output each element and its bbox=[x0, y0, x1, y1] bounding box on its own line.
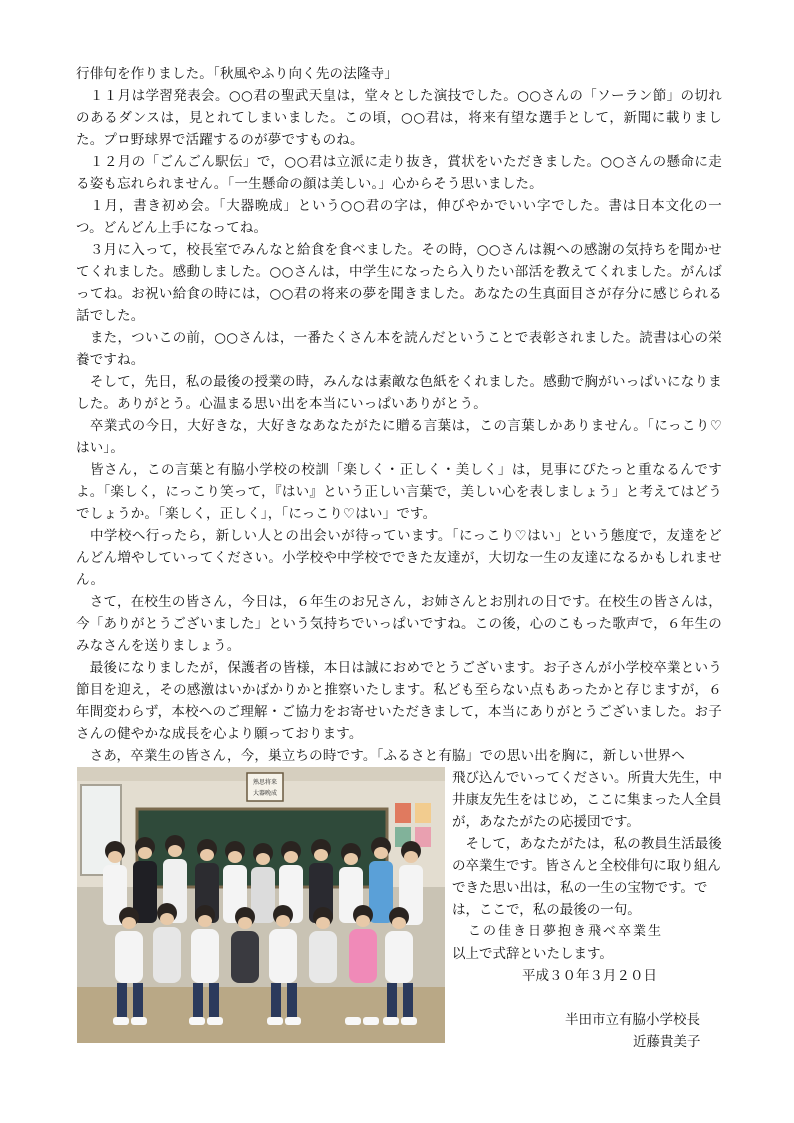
paragraph-december: １２月の「ごんごん駅伝」で，○○君は立派に走り抜き，賞状をいただきました。○○さんの懸命に走る姿も忘れられません。「一生懸命の顔は美しい。」心からそう思いました。 bbox=[76, 154, 722, 192]
board-sign-line1: 熟思将来 bbox=[252, 779, 278, 786]
closing-line: 以上で式辞といたします。 bbox=[452, 946, 613, 962]
school-name: 半田市立有脇小学校長 bbox=[565, 1012, 700, 1028]
board-sign-line2: 大器晩成 bbox=[252, 790, 278, 797]
paragraph-march: ３月に入って，校長室でみんなと給食を食べました。その時，○○さんは親への感謝の気持ちを聞かせてくれました。感動しました。○○さんは，中学生になったら入りたい部活を教えてくれました。がんばってね。お祝い給食の時には，○○君の将来の夢を聞きました。あなたの生真面目さが存分に感じられる話でした。 bbox=[76, 242, 723, 324]
class-photo bbox=[77, 767, 445, 1043]
paragraph-parents: 最後になりましたが，保護者の皆様，本日は誠におめでとうございます。お子さんが小学校卒業という節目を迎え，その感激はいかばかりかと推察いたします。私ども至らない点もあったかと存じますが，６年間変わらず，本校へのご理解・ご協力をお寄せいただきまして，本当にありがとうございました。お子さんの健やかな成長を心より願っております。 bbox=[76, 660, 722, 742]
ceremony-date: 平成３０年３月２０日 bbox=[522, 968, 657, 984]
paragraph-departure: さあ，卒業生の皆さん，今，巣立ちの時です。「ふるさと有脇」での思い出を胸に，新しい世界へ bbox=[76, 748, 685, 764]
paragraph-january: １月，書き初め会。「大器晩成」という○○君の字は，伸びやかでいい字でした。書は日本文化の一つ。どんどん上手になってね。 bbox=[76, 198, 722, 236]
paragraph-school-motto: 皆さん，この言葉と有脇小学校の校訓「楽しく・正しく・美しく」は，見事にぴたっと重なるんですよ。「楽しく，にっこり笑って，『はい』という正しい言葉で，美しい心を表しましょう」と考えてはどうでしょうか。「楽しく，正しく」，「にっこり♡はい」です。 bbox=[76, 462, 722, 522]
paragraph-november: １１月は学習発表会。○○君の聖武天皇は，堂々とした演技でした。○○さんの「ソーラン節」の切れのあるダンスは，見とれてしまいました。この頃，○○君は，将来有望な選手として，新聞に載りました。プロ野球界で活躍するのが夢ですものね。 bbox=[76, 88, 722, 148]
side-paragraph-last-graduates: そして，あなたがたは，私の教員生活最後の卒業生です。皆さんと全校俳句に取り組んできた思い出は，私の一生の宝物です。では，ここで，私の最後の一句。 bbox=[452, 836, 722, 918]
farewell-haiku: この佳き日夢抱き飛べ卒業生 bbox=[468, 924, 664, 939]
paragraph-last-lesson: そして，先日，私の最後の授業の時，みんなは素敵な色紙をくれました。感動で胸がいっぱいになりました。ありがとう。心温まる思い出を本当にいっぱいありがとう。 bbox=[76, 374, 722, 412]
principal-name: 近藤貴美子 bbox=[633, 1034, 701, 1050]
paragraph-junior-high: 中学校へ行ったら，新しい人との出会いが待っています。「にっこり♡はい」という態度で，友達をどんどん増やしていってください。小学校や中学校でできた友達が，大切な一生の友達になるかもしれません。 bbox=[76, 528, 722, 588]
paragraph-haiku-line: 行俳句を作りました。「秋風やふり向く先の法隆寺」 bbox=[76, 66, 399, 82]
paragraph-reading: また，ついこの前，○○さんは，一番たくさん本を読んだということで表彰されました。読書は心の栄養ですね。 bbox=[76, 330, 722, 368]
side-paragraph-support: 飛び込んでいってください。所貴大先生，中井康友先生をはじめ，ここに集まった人全員が，あなたがたの応援団です。 bbox=[452, 770, 722, 830]
paragraph-students: さて，在校生の皆さん，今日は，６年生のお兄さん，お姉さんとお別れの日です。在校生の皆さんは，今「ありがとうございました」という気持ちでいっぱいですね。この後，心のこもった歌声で，６年生のみなさんを送りましょう。 bbox=[76, 594, 722, 654]
paragraph-words: 卒業式の今日，大好きな，大好きなあなたがたに贈る言葉は，この言葉しかありません。「にっこり♡はい」。 bbox=[76, 418, 722, 456]
